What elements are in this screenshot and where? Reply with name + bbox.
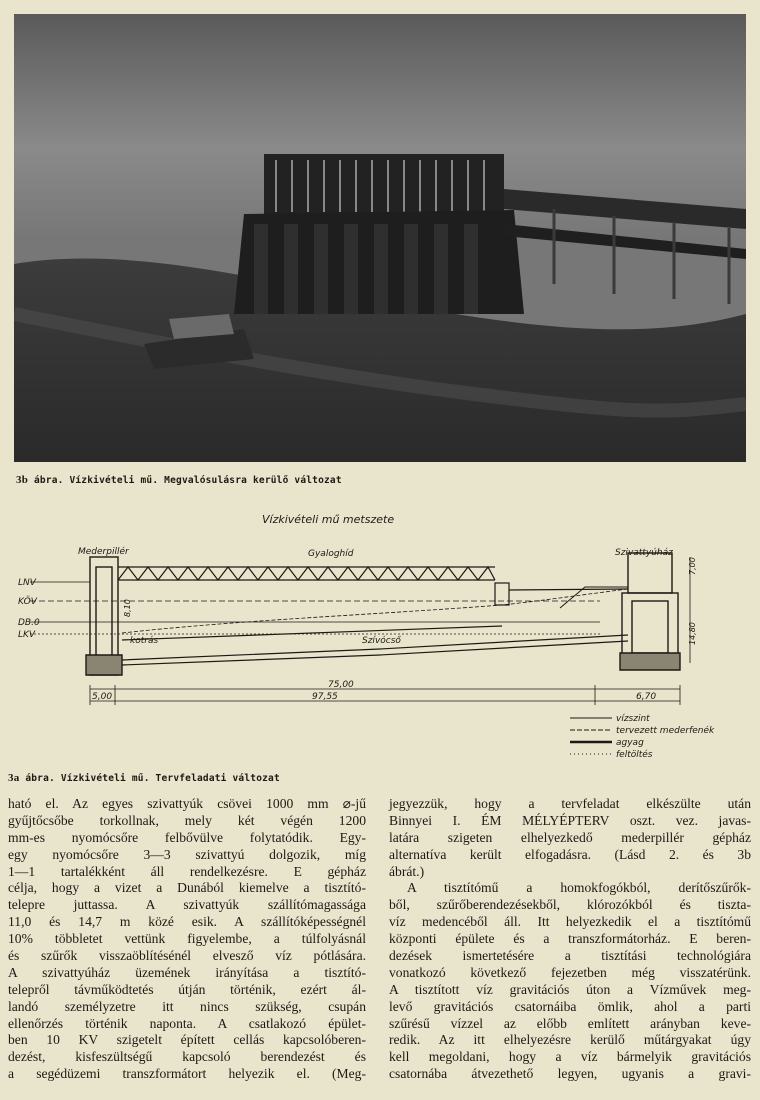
text-line: 11,0 és 14,7 m közé esik. A szállítóképességnél [8,914,366,930]
label-kotras: kotrás [130,636,159,646]
text-line: dezések ismertetésére a tisztítási technológiára [389,948,751,964]
dim-9755: 97,55 [312,692,338,702]
figure-3a-diagram [18,505,760,790]
text-line: a segédüzemi transzformátort helyezik el. (Meg- [8,1066,366,1082]
text-line: latára szigeten elhelyezkedő mederpillér gépház [389,829,751,845]
label-szivocso: Szívócső [362,636,401,646]
water-intake-section-drawing [18,505,760,790]
footbridge-truss [118,567,628,605]
dim-1480: 14,80 [688,622,697,645]
legend-agyag: agyag [616,738,644,748]
figure-3b-photo [14,14,746,462]
text-line: Binnyei I. ÉM MÉLYÉPTERV oszt. vez. javas- [389,812,751,828]
text-line: A szivattyúház üzemének irányítása a tisztító- [8,964,366,980]
text-line: vonatkozó következő fejezetben még visszatérünk. [389,964,751,980]
figure-3b-caption-text: ábra. Vízkivételi mű. Megvalósulásra kerülő változat [33,475,342,486]
text-line: A tisztítómű a homokfogókból, derítőszűrők- [407,880,751,896]
text-line: dezést, kisfeszültségű kapcsoló berendezést és [8,1049,366,1065]
text-line: víz medencéből áll. Itt helyezkedik el a tisztítómű [389,914,751,930]
text-line: célja, hogy a vizet a Dunából kiemelve a tisztító- [8,880,366,896]
label-szivattyuhaz: Szivattyúház [615,548,673,558]
figure-3a-caption [8,772,280,784]
text-line: ből, szűrőberendezésekből, klórozókból és tiszta- [389,897,751,913]
dim-670: 6,70 [636,692,657,702]
text-line: egy nyomócsőre 3—3 szivattyú dolgozik, míg [8,846,366,862]
text-line: gyűjtőcsőbe torkollnak, mely két végén 1200 [8,812,366,828]
figure-3b-caption-number: 3b [16,474,29,486]
text-line: 1—1 tartalékként áll rendelkezésre. E gépház [8,863,366,879]
dim-7500: 75,00 [328,680,354,690]
text-line: és szűrők visszaöblítésénél elvesző víz pótlására. [8,948,366,964]
diagram-title: Vízkivételi mű metszete [262,513,395,526]
text-line: szűrésű vízzel az előbb említett arányban keve- [389,1015,751,1031]
text-line: kell megoldani, hogy a víz bármelyik gravitációs [389,1049,751,1065]
pump-house-structure [620,553,680,670]
text-line: ábrát.) [389,863,425,879]
text-line: redik. Az itt elhelyezésre kerülő műtárgyakat úgy [389,1032,751,1048]
text-line: központi épülete és a transzformátorház. E beren- [389,931,751,947]
text-column-left [8,796,366,1083]
label-lnv: LNV [18,578,36,588]
mederpiller-structure [86,557,122,675]
label-mederpiller: Mederpillér [78,547,129,557]
text-line: A tisztított víz gravitációs úton a Vízművek meg- [389,981,751,997]
dimension-lines [90,557,690,705]
dim-810: 8,10 [123,599,132,617]
text-line: 10% többletet vettünk figyelembe, a túlfolyásnál [8,931,366,947]
legend-vizszint: vízszint [616,714,650,724]
figure-3a-caption-text: ábra. Vízkivételi mű. Tervfeladati változat [25,773,280,784]
text-line: landó személyzetre itt nincs szükség, csupán [8,998,366,1014]
label-gyaloghid: Gyaloghíd [308,549,354,559]
water-intake-photo-drawing [14,14,746,462]
text-line: csatornába átvezethető legyen, ugyanis a gravi- [389,1066,751,1082]
text-line: ellenőrzés történik naponta. A csatlakozó épület- [8,1015,366,1031]
text-line: alternatíva került elfogadásra. (Lásd 2. és 3b [389,846,751,862]
dim-700: 7,00 [688,557,697,575]
text-line: levő gravitációs csatornáiba ömlik, ahol a parti [389,998,751,1014]
label-kov: KÖV [18,597,37,607]
text-line: telepről távműködtetés útján történik, ezért ál- [8,981,366,997]
text-line: jegyezzük, hogy a tervfeladat elkészülte után [389,796,751,811]
text-line: ható el. Az egyes szivattyúk csövei 1000 mm ⌀-jű [8,796,366,811]
text-column-right [389,796,751,1083]
legend-tervezett-mederfenek: tervezett mederfenék [616,726,715,736]
text-line: ben 10 KV szigetelt épített cellás kapcsolóberen- [8,1032,366,1048]
text-line: mm-es nyomócsőre felbővülve folytatódik. Egy- [8,829,366,845]
label-lkv: LKV [18,630,36,640]
label-db0: DB.0 [18,618,40,628]
figure-3a-caption-number: 3a [8,772,20,784]
diagram-legend [570,714,715,760]
legend-feltoltes: feltöltés [616,750,653,760]
water-level-labels [18,578,40,640]
dim-500: 5,00 [92,692,113,702]
text-line: telepre juttassa. A szivattyúk szállítómagassága [8,897,366,913]
figure-3b-caption [16,474,342,486]
